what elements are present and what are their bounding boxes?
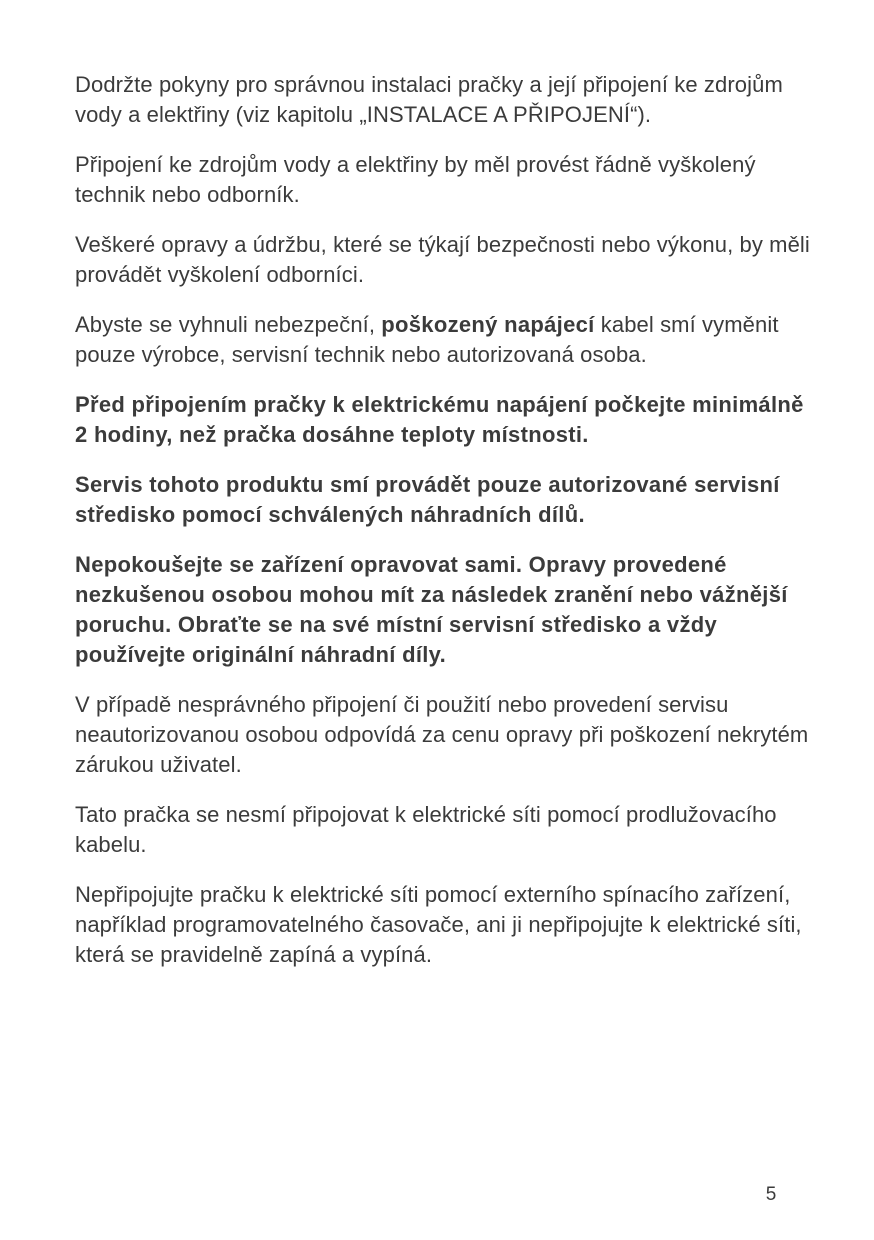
paragraph: Nepřipojujte pračku k elektrické síti pomocí externího spínacího zařízení, například programovatelného časovače, ani ji nepřipojujte k elektrické síti, která se pravidelně zapíná a vypíná. — [75, 882, 802, 967]
text-segment: Abyste se vyhnuli nebezpeční, — [75, 312, 382, 337]
page-number: 5 — [765, 1184, 777, 1205]
paragraph: Tato pračka se nesmí připojovat k elektrické síti pomocí prodlužovacího kabelu. — [75, 802, 777, 857]
paragraph: V případě nesprávného připojení či použití nebo provedení servisu neautorizovanou osobou odpovídá za cenu opravy při poškození nekrytém zárukou uživatel. — [75, 692, 809, 777]
paragraph: Dodržte pokyny pro správnou instalaci pračky a její připojení ke zdrojům vody a elektřiny (viz kapitolu „INSTALACE A PŘIPOJENÍ“). — [75, 72, 783, 127]
paragraph: Servis tohoto produktu smí provádět pouze autorizované servisní středisko pomocí schválených náhradních dílů. — [75, 472, 780, 527]
paragraph — [75, 310, 817, 370]
bold-text-segment: poškozený napájecí — [381, 312, 595, 337]
text-segment: kabel smí vyměnit pouze výrobce, servisní technik nebo autorizovaná osoba. — [75, 312, 779, 367]
page-content — [75, 70, 817, 990]
paragraph: Veškeré opravy a údržbu, které se týkají bezpečnosti nebo výkonu, by měli provádět vyškolení odborníci. — [75, 232, 810, 287]
paragraph: Před připojením pračky k elektrickému napájení počkejte minimálně 2 hodiny, než pračka dosáhne teploty místnosti. — [75, 392, 804, 447]
paragraph: Připojení ke zdrojům vody a elektřiny by měl provést řádně vyškolený technik nebo odborník. — [75, 152, 756, 207]
paragraph: Nepokoušejte se zařízení opravovat sami. Opravy provedené nezkušenou osobou mohou mít za následek zranění nebo vážnější poruchu. Obraťte se na své místní servisní středisko a vždy používejte originální náhradní díly. — [75, 552, 788, 667]
